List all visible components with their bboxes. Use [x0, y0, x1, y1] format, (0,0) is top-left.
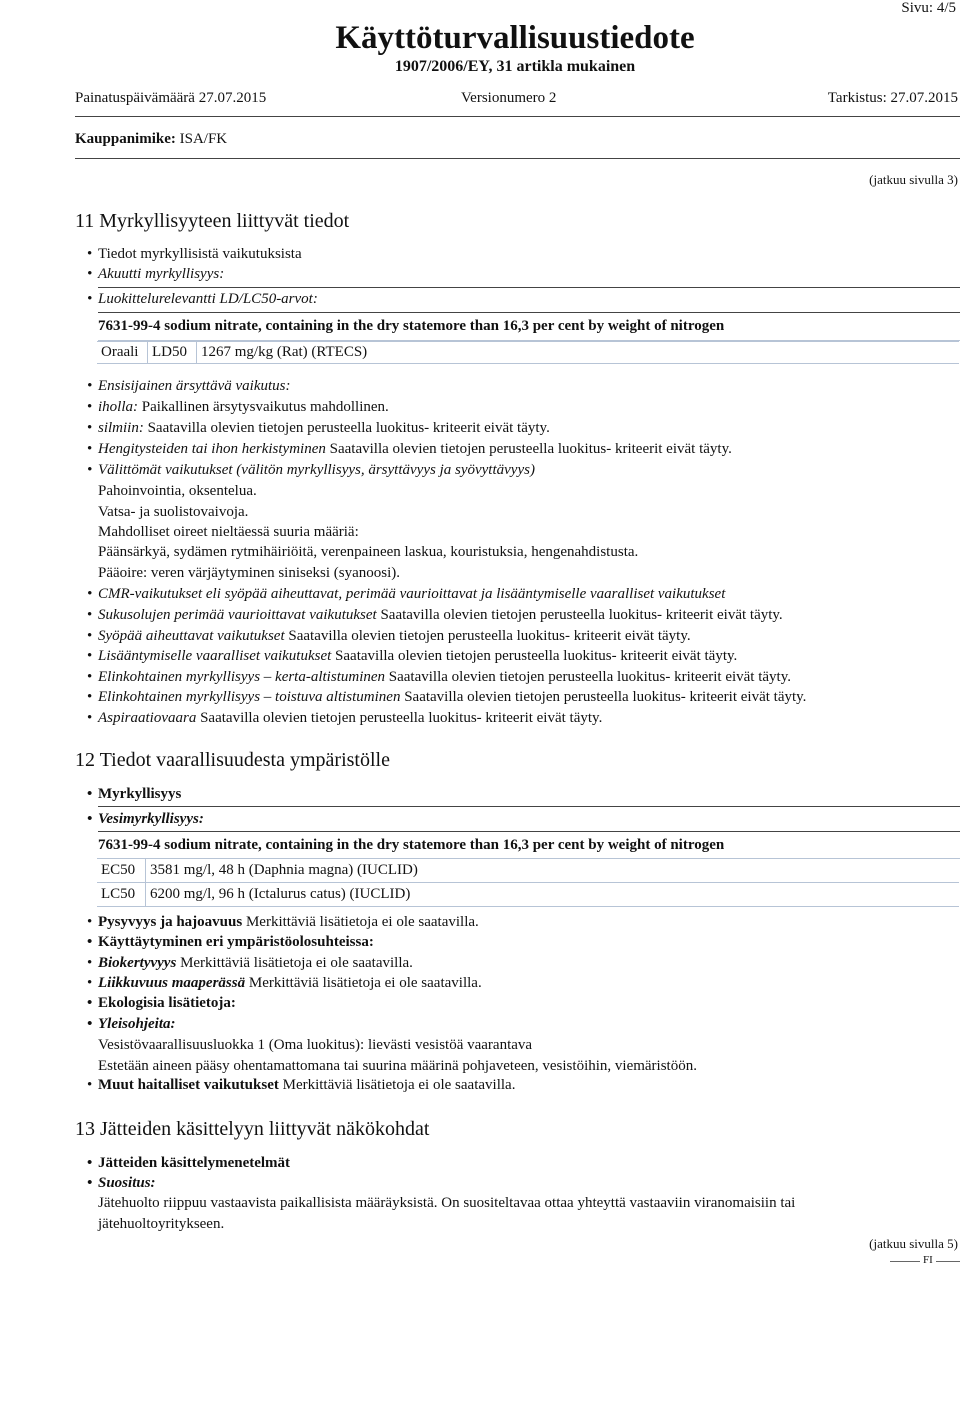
bioaccumulation-text: Merkittäviä lisätietoja ei ole saatavilla.	[180, 955, 413, 971]
divider	[98, 287, 960, 288]
acute-effects-line-1: Pahoinvointia, oksentelua.	[98, 483, 257, 499]
mobility-label: Liikkuvuus maaperässä	[98, 975, 246, 991]
trade-name	[75, 131, 227, 148]
s11-line-4: Ensisijainen ärsyttävä vaikutus:	[98, 378, 291, 394]
s13-line-4: jätehuoltoyritykseen.	[98, 1216, 225, 1232]
s12-line-2: Vesimyrkyllisyys:	[98, 811, 204, 827]
revision-date: Tarkistus: 27.07.2015	[827, 90, 958, 106]
list-item: • Pysyvyys ja hajoavuus Merkittäviä lisätietoja ei ole saatavilla.	[87, 914, 479, 930]
acute-effects-line-2: Vatsa- ja suolistovaivoja.	[98, 504, 249, 520]
other-effects-text: Merkittäviä lisätietoja ei ole saatavilla.	[282, 1077, 516, 1093]
s11-line-3: Luokittelurelevantti LD/LC50-arvot:	[98, 291, 318, 307]
list-item: • Välittömät vaikutukset (välitön myrkyllisyys, ärsyttävyys ja syövyttävyys)	[87, 462, 535, 478]
document-subtitle: 1907/2006/EY, 31 artikla mukainen	[394, 58, 636, 75]
persistence-text: Merkittäviä lisätietoja ei ole saatavilla.	[245, 914, 479, 930]
list-item: • Ensisijainen ärsyttävä vaikutus:	[87, 378, 291, 394]
continued-to: (jatkuu sivulla 5)	[869, 1236, 958, 1251]
cmr-label: CMR-vaikutukset eli syöpää aiheuttavat, perimää vaurioittavat ja lisääntymiselle vaaralliset vaikutukset	[98, 586, 726, 602]
acute-effects-line-5: Pääoire: veren värjäytyminen siniseksi (syanoosi).	[98, 565, 401, 581]
list-item: • CMR-vaikutukset eli syöpää aiheuttavat, perimää vaurioittavat ja lisääntymiselle vaaralliset vaikutukset	[87, 586, 726, 602]
list-item: • Elinkohtainen myrkyllisyys – toistuva altistuminen Saatavilla olevien tietojen perusteella luokitus- kriteerit eivät täyty.	[87, 689, 807, 705]
reproductive-label: Lisääntymiselle vaaralliset vaikutukset	[98, 648, 332, 664]
reproductive-text: Saatavilla olevien tietojen perusteella luokitus- kriteerit eivät täyty.	[335, 648, 738, 664]
aspiration-label: Aspiraatiovaara	[98, 710, 197, 726]
s11-line-2: Akuutti myrkyllisyys:	[98, 266, 225, 282]
list-item: • Liikkuvuus maaperässä Merkittäviä lisätietoja ei ole saatavilla.	[87, 975, 482, 991]
list-item: • Biokertyvyys Merkittäviä lisätietoja ei ole saatavilla.	[87, 955, 413, 971]
eye-label: silmiin:	[98, 420, 144, 436]
tox-type: LD50	[148, 342, 197, 364]
stot-repeated-text: Saatavilla olevien tietojen perusteella luokitus- kriteerit eivät täyty.	[404, 689, 807, 705]
stot-single-label: Elinkohtainen myrkyllisyys – kerta-altistuminen	[98, 669, 386, 685]
list-item: • Aspiraatiovaara Saatavilla olevien tietojen perusteella luokitus- kriteerit eivät täyty.	[87, 710, 603, 726]
stot-single-text: Saatavilla olevien tietojen perusteella luokitus- kriteerit eivät täyty.	[388, 669, 791, 685]
general-notes-line-1: Vesistövaarallisuusluokka 1 (Oma luokitus): lievästi vesistöä vaarantava	[98, 1037, 533, 1053]
list-item: • Käyttäytyminen eri ympäristöolosuhteissa:	[87, 934, 374, 950]
s13-line-3: Jätehuolto riippuu vastaavista paikallisista määräyksistä. On suositeltavaa ottaa yhteyttä vastaaviin viranomaisiin tai	[98, 1195, 796, 1211]
language-code: FI	[920, 1254, 936, 1266]
document-title: Käyttöturvallisuustiedote	[335, 20, 695, 56]
table-row	[97, 859, 959, 883]
s11-line-1: Tiedot myrkyllisistä vaikutuksista	[98, 246, 302, 262]
acute-effects-line-3: Mahdolliset oireet nieltäessä suuria määriä:	[98, 524, 359, 540]
list-item: • Ekologisia lisätietoja:	[87, 995, 236, 1011]
carcinogenicity-label: Syöpää aiheuttavat vaikutukset	[98, 628, 285, 644]
list-item: • silmiin: Saatavilla olevien tietojen perusteella luokitus- kriteerit eivät täyty.	[87, 420, 550, 436]
mutagenicity-label: Sukusolujen perimää vaurioittavat vaikutukset	[98, 607, 377, 623]
other-effects-label: Muut haitalliset vaikutukset	[98, 1077, 279, 1093]
general-notes-label: Yleisohjeita:	[98, 1016, 176, 1032]
acute-effects-label: Välittömät vaikutukset (välitön myrkyllisyys, ärsyttävyys ja syövyttävyys)	[98, 462, 535, 478]
language-marker	[890, 1256, 960, 1266]
list-item: • Tiedot myrkyllisistä vaikutuksista	[87, 246, 302, 262]
divider	[98, 831, 960, 832]
section-13-title: 13 Jätteiden käsittelyyn liittyvät näkökohdat	[75, 1118, 430, 1140]
s13-line-1: Jätteiden käsittelymenetelmät	[98, 1155, 291, 1171]
ecotoxicity-table	[97, 858, 959, 907]
list-item: • Sukusolujen perimää vaurioittavat vaikutukset Saatavilla olevien tietojen perusteella luokitus- kriteerit eivät täyty.	[87, 607, 783, 623]
header-divider	[75, 116, 960, 117]
tox-value: 1267 mg/kg (Rat) (RTECS)	[197, 342, 960, 364]
carcinogenicity-text: Saatavilla olevien tietojen perusteella luokitus- kriteerit eivät täyty.	[288, 628, 691, 644]
list-item: • Akuutti myrkyllisyys:	[87, 266, 225, 282]
table-row	[97, 342, 959, 364]
trade-name-value: ISA/FK	[179, 131, 228, 147]
s11-cas-entry: 7631-99-4 sodium nitrate, containing in the dry statemore than 16,3 per cent by weight of nitrogen	[98, 318, 725, 334]
divider	[98, 312, 960, 313]
eco-type: LC50	[97, 883, 146, 907]
general-notes-line-2: Estetään aineen pääsy ohentamattomana tai suurina määrinä pohjaveteen, vesistöihin, viemäristöön.	[98, 1058, 697, 1074]
eco-type: EC50	[97, 859, 146, 883]
eco-value: 6200 mg/l, 96 h (Ictalurus catus) (IUCLID)	[146, 883, 960, 907]
eco-value: 3581 mg/l, 48 h (Daphnia magna) (IUCLID)	[146, 859, 960, 883]
list-item: • Lisääntymiselle vaaralliset vaikutukset Saatavilla olevien tietojen perusteella luokitus- kriteerit eivät täyty.	[87, 648, 738, 664]
list-item: • Yleisohjeita:	[87, 1016, 176, 1032]
mutagenicity-text: Saatavilla olevien tietojen perusteella luokitus- kriteerit eivät täyty.	[380, 607, 783, 623]
continued-from: (jatkuu sivulla 3)	[869, 172, 958, 187]
list-item: • Jätteiden käsittelymenetelmät	[87, 1155, 291, 1171]
list-item: • Hengitysteiden tai ihon herkistyminen Saatavilla olevien tietojen perusteella luokitus- kriteerit eivät täyty.	[87, 441, 732, 457]
bioaccumulation-label: Biokertyvyys	[98, 955, 177, 971]
section-11-title: 11 Myrkyllisyyteen liittyvät tiedot	[75, 210, 350, 232]
tradename-divider	[75, 158, 960, 159]
eye-text: Saatavilla olevien tietojen perusteella luokitus- kriteerit eivät täyty.	[147, 420, 550, 436]
skin-text: Paikallinen ärsytysvaikutus mahdollinen.	[141, 399, 389, 415]
acute-effects-line-4: Päänsärkyä, sydämen rytmihäiriöitä, verenpaineen laskua, kouristuksia, hengenahdistusta.	[98, 544, 639, 560]
print-date: Painatuspäivämäärä 27.07.2015	[75, 90, 267, 106]
section-12-title: 12 Tiedot vaarallisuudesta ympäristölle	[75, 749, 390, 771]
list-item: • Luokittelurelevantti LD/LC50-arvot:	[87, 291, 318, 307]
list-item: • Syöpää aiheuttavat vaikutukset Saatavilla olevien tietojen perusteella luokitus- kriteerit eivät täyty.	[87, 628, 691, 644]
list-item: • Elinkohtainen myrkyllisyys – kerta-altistuminen Saatavilla olevien tietojen perusteella luokitus- kriteerit eivät täyty.	[87, 669, 791, 685]
divider	[98, 806, 960, 807]
eco-info-label: Ekologisia lisätietoja:	[98, 995, 236, 1011]
s13-line-2: Suositus:	[98, 1175, 156, 1191]
stot-repeated-label: Elinkohtainen myrkyllisyys – toistuva altistuminen	[98, 689, 401, 705]
aspiration-text: Saatavilla olevien tietojen perusteella luokitus- kriteerit eivät täyty.	[200, 710, 603, 726]
persistence-label: Pysyvyys ja hajoavuus	[98, 914, 243, 930]
toxicity-table	[97, 341, 959, 364]
trade-name-label: Kauppanimike:	[75, 131, 176, 147]
list-item: • Suositus:	[87, 1175, 156, 1191]
s12-line-1: Myrkyllisyys	[98, 786, 182, 802]
list-item: • Vesimyrkyllisyys:	[87, 811, 204, 827]
tox-route: Oraali	[97, 342, 148, 364]
sensitisation-text: Saatavilla olevien tietojen perusteella luokitus- kriteerit eivät täyty.	[329, 441, 732, 457]
skin-label: iholla:	[98, 399, 138, 415]
behaviour-label: Käyttäytyminen eri ympäristöolosuhteissa:	[98, 934, 374, 950]
mobility-text: Merkittäviä lisätietoja ei ole saatavilla.	[248, 975, 482, 991]
version-number: Versionumero 2	[461, 90, 557, 106]
s12-cas-entry: 7631-99-4 sodium nitrate, containing in the dry statemore than 16,3 per cent by weight of nitrogen	[98, 837, 725, 853]
table-row	[97, 883, 959, 907]
list-item: • Myrkyllisyys	[87, 786, 182, 802]
page-number: Sivu: 4/5	[901, 0, 956, 16]
sensitisation-label: Hengitysteiden tai ihon herkistyminen	[98, 441, 326, 457]
list-item: • Muut haitalliset vaikutukset Merkittäviä lisätietoja ei ole saatavilla.	[87, 1077, 516, 1093]
list-item: • iholla: Paikallinen ärsytysvaikutus mahdollinen.	[87, 399, 389, 415]
